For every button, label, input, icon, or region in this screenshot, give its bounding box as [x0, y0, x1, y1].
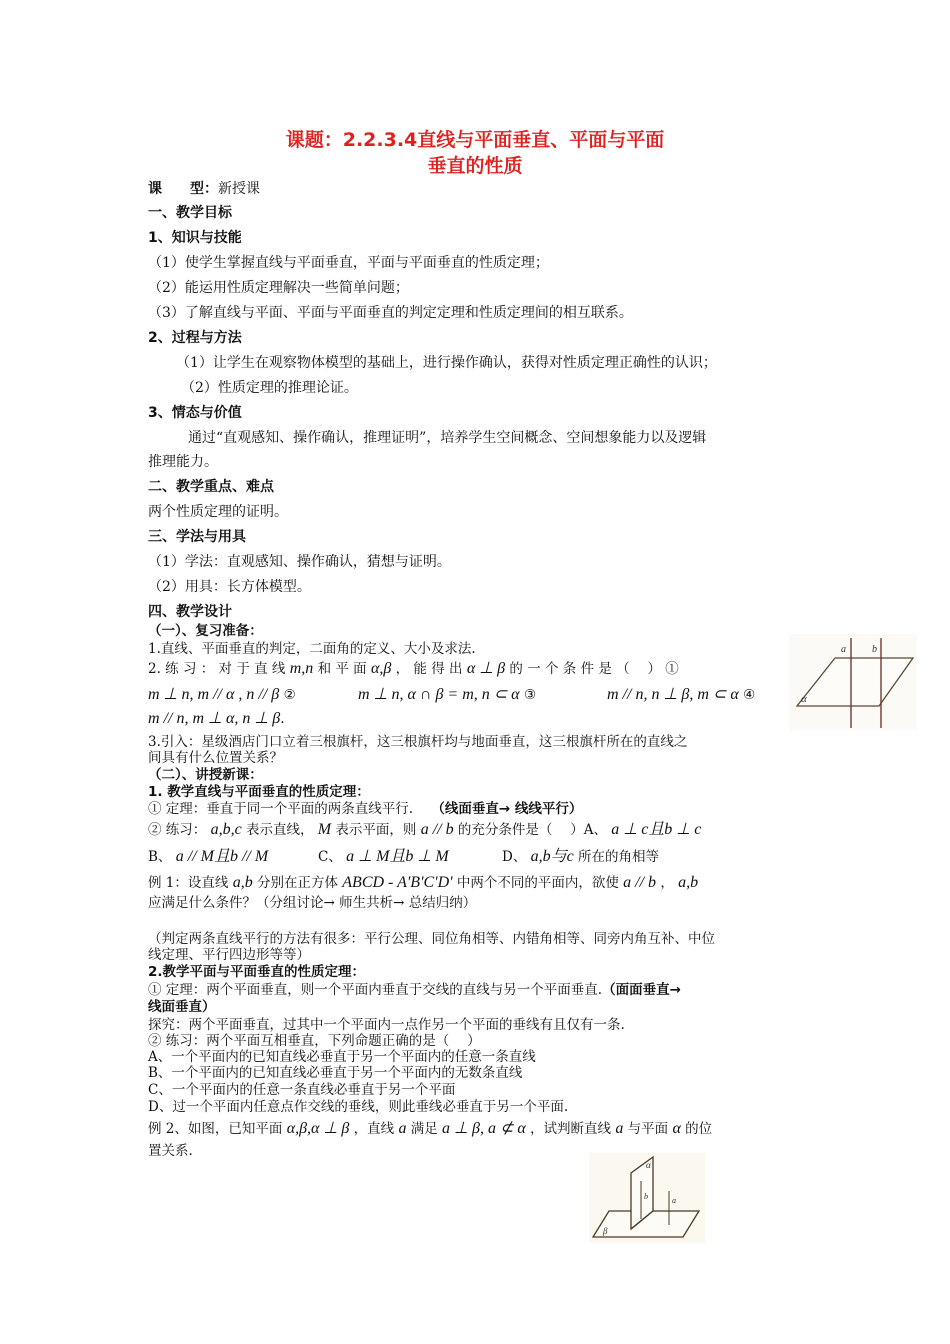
exercise-line [148, 660, 679, 678]
math-run: a // M且b // M [175, 848, 269, 865]
choice-line [148, 848, 268, 866]
section-1-heading: 一、教学目标 [148, 205, 232, 221]
math-run: a // b [420, 821, 454, 838]
figure-label-a: a [841, 644, 846, 655]
list-item: （1）让学生在观察物体模型的基础上，进行操作确认，获得对性质定理正确性的认识； [176, 355, 717, 371]
text-run: 满足 [410, 1121, 438, 1137]
text-run: （线面垂直→ 线线平行） [431, 801, 583, 817]
theorem-2-heading: 2.教学平面与平面垂直的性质定理： [148, 964, 366, 980]
paragraph-line: ② 练习：两个平面互相垂直，下列命题正确的是（ ） [148, 1033, 481, 1049]
text-run: ， 能 得 出 [395, 661, 463, 677]
text-run: 2. 练 习 ： 对 于 直 线 [148, 661, 286, 677]
paragraph-line: 探究：两个平面垂直，过其中一个平面内一点作另一个平面的垂线有且仅有一条. [148, 1017, 625, 1033]
paragraph-line: 1.直线、平面垂直的判定，二面角的定义、大小及求法. [148, 641, 476, 657]
figure-label-b: b [872, 644, 877, 655]
option-4: m // n, m ⊥ α, n ⊥ β [148, 710, 281, 727]
section-4-heading: 四、教学设计 [148, 604, 232, 620]
section-1-1-heading: 1、知识与技能 [148, 230, 242, 246]
list-item: （1）使学生掌握直线与平面垂直，平面与平面垂直的性质定理； [148, 255, 549, 271]
title-line-2: 垂直的性质 [427, 155, 523, 177]
option-number: ② [283, 687, 296, 703]
text-run: ① 定理：两个平面垂直，则一个平面内垂直于交线的直线与另一个平面垂直. [148, 982, 603, 998]
math-run: α ⊥ β [466, 660, 506, 677]
option-line [607, 686, 755, 704]
list-item: C、一个平面内的任意一条直线必垂直于另一个平面 [148, 1082, 456, 1098]
paragraph-line: 两个性质定理的证明。 [148, 504, 288, 520]
paragraph-line: 置关系. [148, 1143, 193, 1159]
math-run: a ⊥ M且b ⊥ M [346, 848, 449, 865]
paragraph-line: 3.引入：星级酒店门口立着三根旗杆，这三根旗杆均与地面垂直，这三根旗杆所在的直线之 [148, 734, 688, 750]
paragraph-line: 推理能力。 [148, 454, 218, 470]
lesson-type [148, 180, 260, 198]
option-line [358, 686, 536, 704]
text-run: ， [660, 875, 674, 891]
title-line-1: 课题：2.2.3.4直线与平面垂直、平面与平面 [285, 129, 665, 151]
list-item: （2）能运用性质定理解决一些简单问题； [148, 280, 409, 296]
list-item: （1）学法：直观感知、操作确认，猜想与证明。 [148, 554, 451, 570]
figure-label-beta: β [603, 1226, 608, 1236]
paragraph-line: 线面垂直） [148, 999, 216, 1015]
math-run: α,β,α ⊥ β [286, 1120, 350, 1137]
list-item: D、过一个平面内任意点作交线的垂线，则此垂线必垂直于另一个平面. [148, 1099, 569, 1115]
figure-perpendicular-planes [589, 1153, 705, 1243]
figure-label-alpha: α [801, 693, 807, 705]
review-heading: （一）、复习准备： [148, 623, 263, 639]
figure-label-b: b [644, 1192, 648, 1201]
math-run: a ⊥ c且b ⊥ c [611, 821, 702, 838]
text-run: B、 [148, 849, 172, 865]
text-run: 和 平 面 [317, 661, 367, 677]
list-item: （2）用具：长方体模型。 [148, 579, 311, 595]
section-2-heading: 二、教学重点、难点 [148, 479, 274, 495]
math-run: α [672, 1120, 681, 1137]
figure-parallel-lines [789, 634, 917, 730]
text-run: ，试判断直线 [530, 1121, 612, 1137]
lesson-type-label: 课 型： [148, 181, 218, 197]
choice-line [318, 848, 449, 866]
math-run: a [398, 1120, 407, 1137]
text-run: 表示平面，则 [335, 822, 417, 838]
example-line [148, 874, 698, 892]
figure-label-alpha: α [646, 1160, 651, 1170]
list-item: （3）了解直线与平面、平面与平面垂直的判定定理和性质定理间的相互联系。 [148, 305, 633, 321]
math-run: ABCD - A'B'C'D' [342, 874, 453, 891]
option-2: m ⊥ n, α ∩ β = m, n ⊂ α [358, 686, 520, 703]
theorem-2-statement [148, 981, 681, 999]
figure-label-a: a [672, 1196, 676, 1205]
text-run: 分别在正方体 [256, 875, 338, 891]
math-run: a ⊥ β, a ⊄ α [442, 1120, 526, 1137]
option-line [148, 686, 296, 704]
section-1-2-heading: 2、过程与方法 [148, 330, 242, 346]
lesson-type-value: 新授课 [218, 181, 260, 197]
paragraph-line: 线定理、平行四边形等等） [148, 947, 310, 963]
option-line [148, 710, 285, 728]
math-run: m,n [289, 660, 314, 677]
math-run: a // b [623, 874, 657, 891]
list-item: A、一个平面内的已知直线必垂直于另一个平面内的任意一条直线 [148, 1049, 536, 1065]
math-run: M [317, 821, 332, 838]
paragraph-line: （判定两条直线平行的方法有很多：平行公理、同位角相等、内错角相等、同旁内角互补、中位 [148, 931, 715, 947]
text-run: D、 [502, 849, 527, 865]
theorem-1-statement [148, 800, 582, 818]
math-run: a,b,c [210, 821, 242, 838]
math-run: a,b与c [530, 848, 574, 865]
example-line [148, 1120, 712, 1138]
text-run: ② 练习： [148, 822, 207, 838]
theorem-1-heading: 1. 教学直线与平面垂直的性质定理： [148, 784, 370, 800]
option-number: ③ [524, 687, 537, 703]
paragraph-line: 间具有什么位置关系？ [148, 750, 283, 766]
math-run: α,β [370, 660, 392, 677]
exercise-line [148, 821, 701, 839]
text-run: C、 [318, 849, 342, 865]
section-1-3-heading: 3、情态与价值 [148, 405, 242, 421]
text-run: 的 一 个 条 件 是 （ ） ① [509, 661, 679, 677]
text-run: 例 2、如图，已知平面 [148, 1121, 283, 1137]
text-run: ① 定理：垂直于同一个平面的两条直线平行. [148, 801, 414, 817]
text-run: 的位 [685, 1121, 713, 1137]
math-run: a,b [678, 874, 699, 891]
option-number: ④ [743, 687, 756, 703]
list-item: （2）性质定理的推理论证。 [181, 380, 358, 396]
option-1: m ⊥ n, m // α , n // β [148, 686, 280, 703]
text-run: 与平面 [627, 1121, 669, 1137]
text-run: 例 1：设直线 [148, 875, 229, 891]
text-run: 中两个不同的平面内，欲使 [456, 875, 619, 891]
text-run: （面面垂直→ [602, 982, 681, 998]
text-run: 所在的角相等 [578, 849, 660, 865]
paragraph-line: 应满足什么条件？（分组讨论→ 师生共析→ 总结归纳） [148, 895, 477, 911]
math-run: a,b [232, 874, 253, 891]
list-item: B、一个平面内的已知直线必垂直于另一个平面内的无数条直线 [148, 1065, 523, 1081]
text-run: . [280, 711, 285, 727]
section-3-heading: 三、学法与用具 [148, 529, 246, 545]
paragraph-line: 通过“直观感知、操作确认，推理证明”，培养学生空间概念、空间想象能力以及逻辑 [188, 430, 707, 446]
text-run: ，直线 [353, 1121, 395, 1137]
new-lesson-heading: （二）、讲授新课： [148, 767, 263, 783]
option-3: m // n, n ⊥ β, m ⊂ α [607, 686, 739, 703]
text-run: 表示直线， [246, 822, 314, 838]
math-run: a [615, 1120, 624, 1137]
text-run: 的充分条件是（ ）A、 [457, 822, 607, 838]
choice-line [502, 848, 659, 866]
